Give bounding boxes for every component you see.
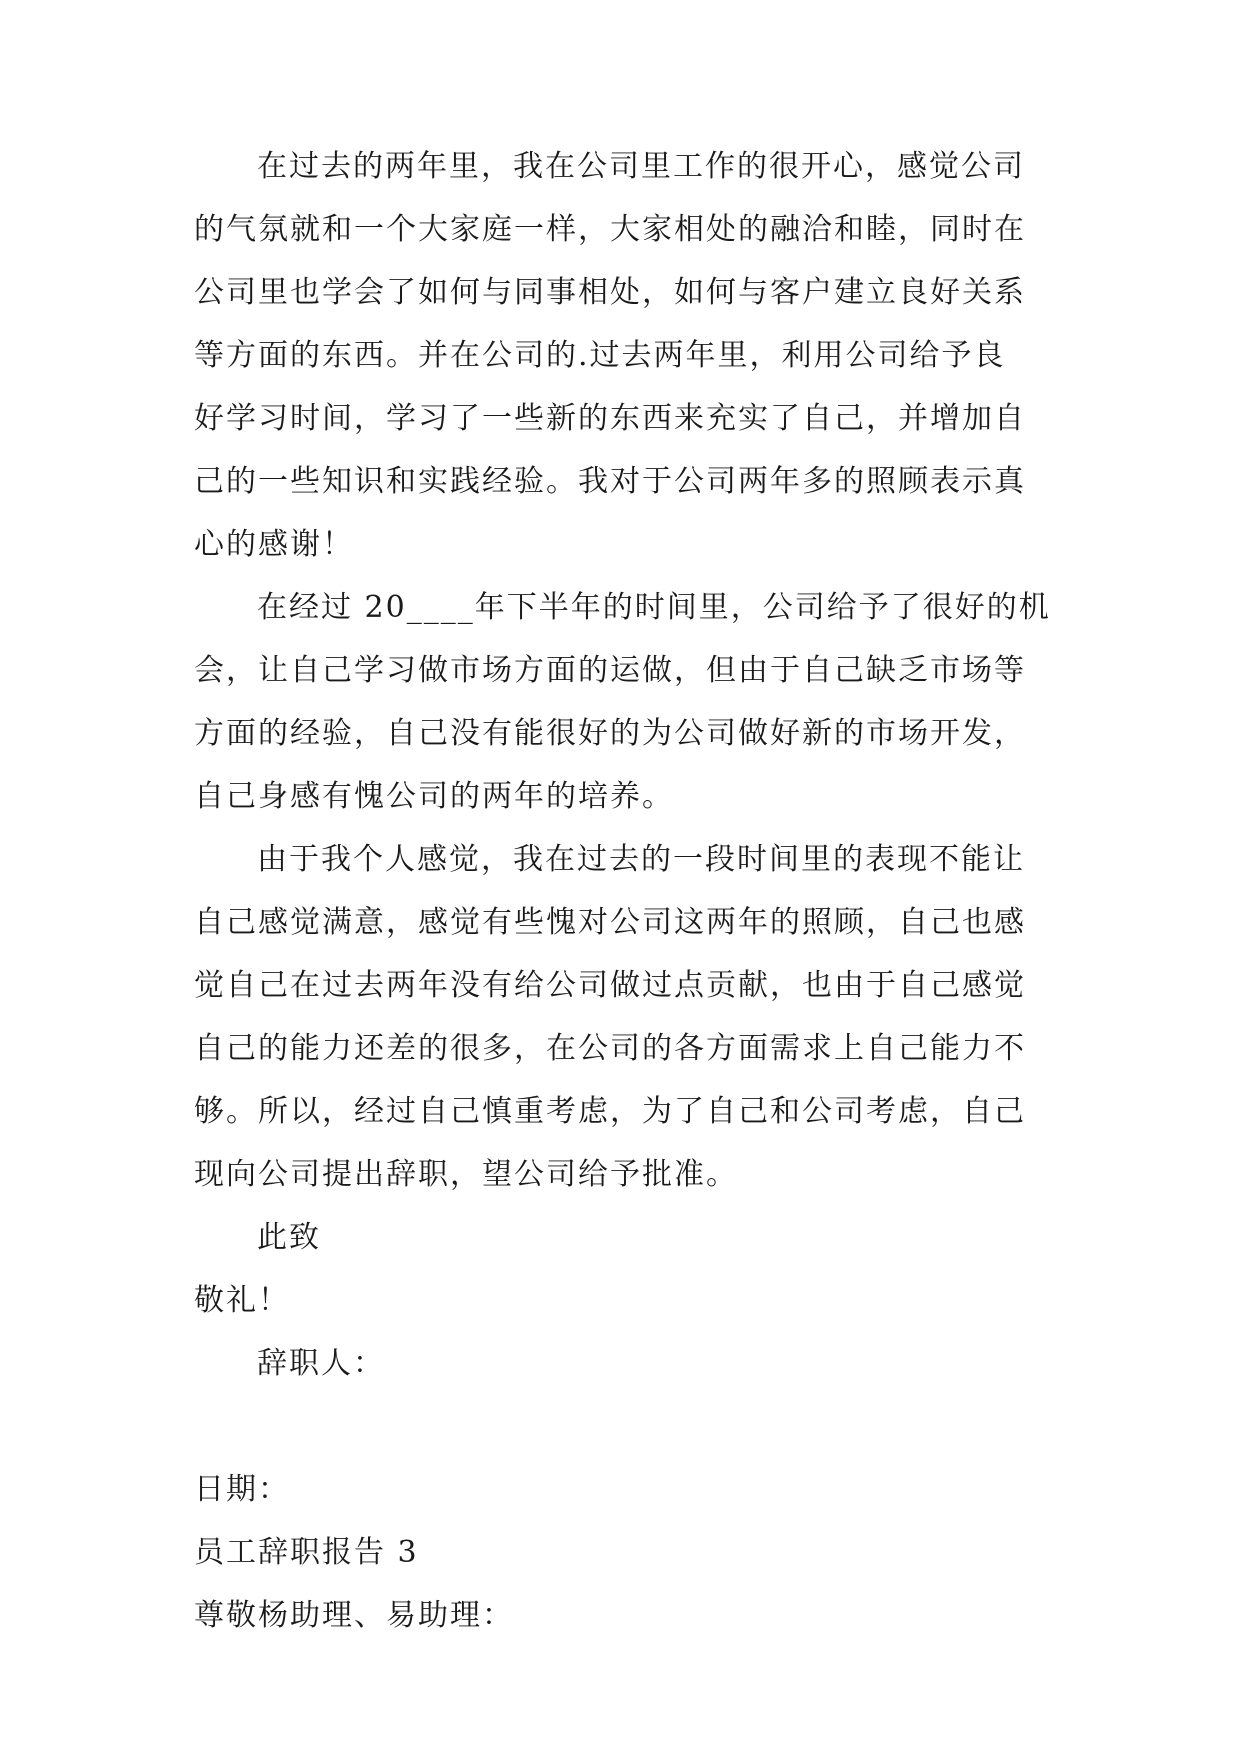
paragraph-1-line-3: 公司里也学会了如何与同事相处，如何与客户建立良好关系 (194, 275, 1026, 310)
paragraph-3-line-1: 由于我个人感觉，我在过去的一段时间里的表现不能让 (257, 842, 1025, 877)
date-label: 日期： (194, 1472, 290, 1507)
paragraph-3-line-3: 觉自己在过去两年没有给公司做过点贡献，也由于自己感觉 (194, 968, 1026, 1003)
next-report-greeting: 尊敬杨助理、易助理： (194, 1598, 514, 1633)
paragraph-1-line-1: 在过去的两年里，我在公司里工作的很开心，感觉公司 (257, 149, 1025, 184)
paragraph-3-line-6: 现向公司提出辞职，望公司给予批准。 (194, 1157, 738, 1192)
salute-text: 敬礼！ (194, 1283, 290, 1318)
paragraph-1-line-4: 等方面的东西。并在公司的.过去两年里，利用公司给予良 (194, 338, 1006, 373)
paragraph-3-line-4: 自己的能力还差的很多，在公司的各方面需求上自己能力不 (194, 1031, 1026, 1066)
resigner-label: 辞职人： (257, 1346, 385, 1381)
paragraph-2-line-3: 方面的经验，自己没有能很好的为公司做好新的市场开发， (194, 716, 1026, 751)
paragraph-3-line-2: 自己感觉满意，感觉有些愧对公司这两年的照顾，自己也感 (194, 905, 1026, 940)
paragraph-1-line-2: 的气氛就和一个大家庭一样，大家相处的融洽和睦，同时在 (194, 212, 1026, 247)
closing-text: 此致 (257, 1220, 321, 1255)
paragraph-1-line-6: 己的一些知识和实践经验。我对于公司两年多的照顾表示真 (194, 464, 1026, 499)
paragraph-2-line-2: 会，让自己学习做市场方面的运做，但由于自己缺乏市场等 (194, 653, 1026, 688)
paragraph-2-line-4: 自己身感有愧公司的两年的培养。 (194, 779, 674, 814)
paragraph-1-line-5: 好学习时间，学习了一些新的东西来充实了自己，并增加自 (194, 401, 1026, 436)
paragraph-3-line-5: 够。所以，经过自己慎重考虑，为了自己和公司考虑，自己 (194, 1094, 1026, 1129)
paragraph-2-line-1: 在经过 20____年下半年的时间里，公司给予了很好的机 (257, 590, 1051, 625)
paragraph-1-line-7: 心的感谢！ (194, 527, 354, 562)
next-report-title: 员工辞职报告 3 (194, 1535, 419, 1570)
